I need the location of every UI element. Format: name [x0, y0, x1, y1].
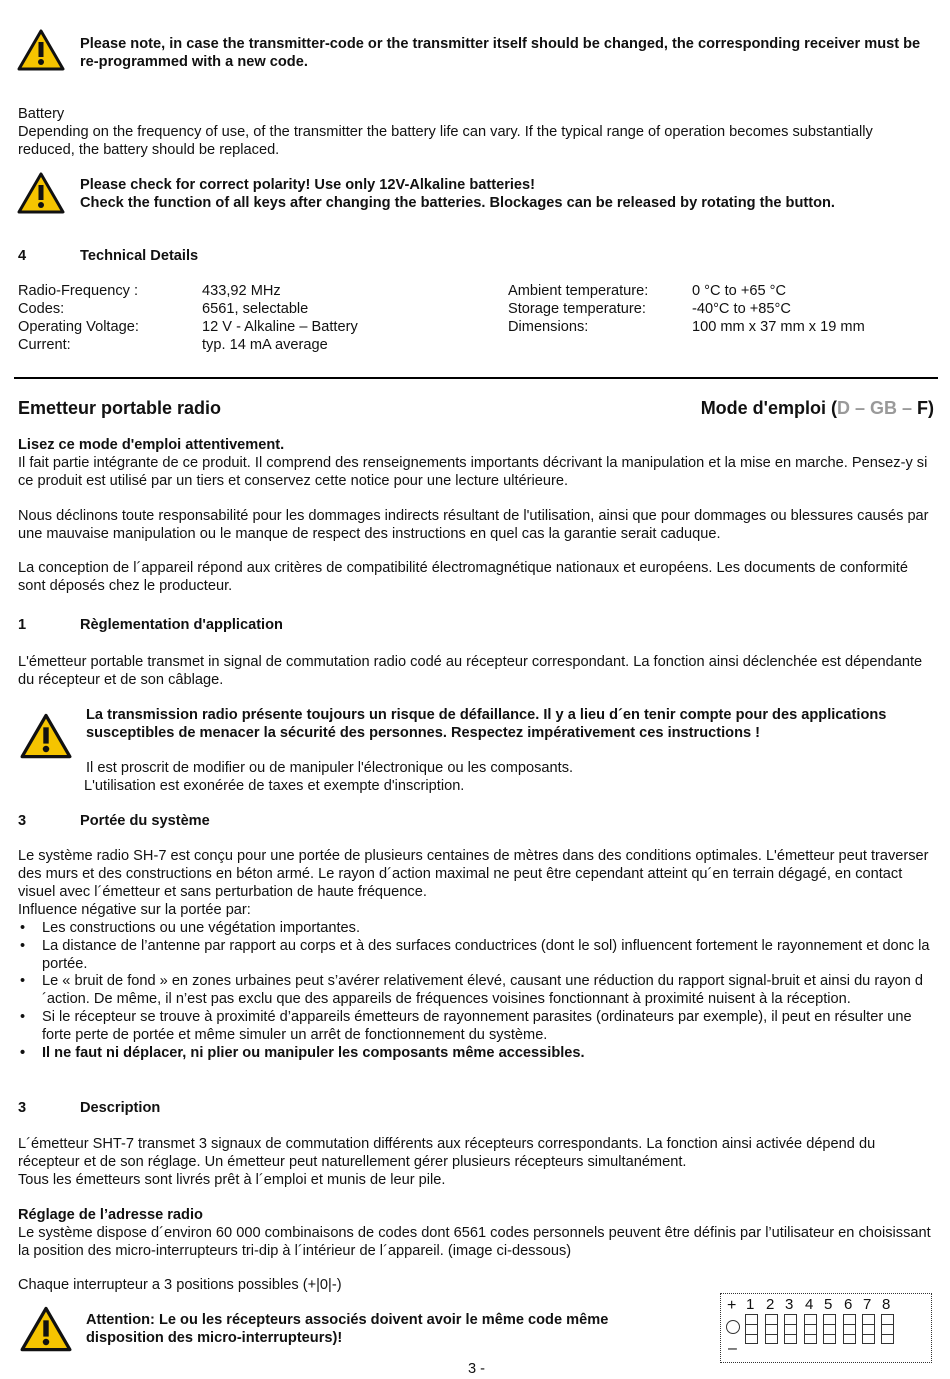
- dip-number: 5: [824, 1296, 833, 1313]
- warning-icon: [20, 713, 72, 759]
- mode-lang-d: D: [836, 398, 850, 418]
- tech-value: 6561, selectable: [202, 301, 309, 317]
- section-title-description: Description: [80, 1100, 161, 1116]
- section-number: 4: [18, 248, 27, 264]
- dip-switch: [881, 1314, 894, 1344]
- list-item-text: Le « bruit de fond » en zones urbaines peut s’avérer relativement élevé, causant une réduction du rapport signal-bruit et ainsi du rayon d´action. De même, il n’est pas exclu que des appareils de fréquences voisines fonctionnant à proximité nuisent à la réception.: [42, 973, 924, 1008]
- section-number: 1: [18, 617, 27, 633]
- page-number: 3 -: [468, 1361, 486, 1377]
- section-title-portee: Portée du système: [80, 813, 210, 829]
- dip-number: 1: [746, 1296, 755, 1313]
- tech-value: 433,92 MHz: [202, 283, 281, 299]
- dip-center-circle: [726, 1320, 740, 1334]
- warning-polarity: Please check for correct polarity! Use only 12V-Alkaline batteries!: [80, 177, 536, 193]
- tech-label: Codes:: [18, 301, 65, 317]
- bullet-icon: •: [20, 937, 26, 954]
- dip-number: 3: [785, 1296, 794, 1313]
- tech-value: -40°C to +85°C: [692, 301, 791, 317]
- tech-label: Dimensions:: [508, 319, 589, 335]
- warning-icon: [20, 1306, 72, 1352]
- section-number: 3: [18, 813, 27, 829]
- fr-intro: Il fait partie intégrante de ce produit. Il comprend des renseignements importants décrivant la manipulation et la mise en marche. Pensez-y si ce produit est utilisé par un tiers et conservez cette notice pour une lecture ultérieure.: [18, 455, 928, 489]
- warning-same-code: Attention: Le ou les récepteurs associés doivent avoir le même code même disposition des micro-interrupteurs)!: [86, 1312, 609, 1346]
- warning-radio-risk: La transmission radio présente toujours un risque de défaillance. Il y a lieu d´en tenir compte pour des applications susceptibles de menacer la sécurité des personnes. Respectez impérativement ces instructions !: [86, 707, 887, 741]
- dip-number: 8: [882, 1296, 891, 1313]
- list-item-text: Il ne faut ni déplacer, ni plier ou manipuler les composants même accessibles.: [42, 1044, 585, 1061]
- dip-switch: [823, 1314, 836, 1344]
- tech-label: Operating Voltage:: [18, 319, 139, 335]
- fr-positions: Chaque interrupteur a 3 positions possibles (+|0|-): [18, 1277, 342, 1293]
- mode-lang-f: F: [917, 398, 928, 418]
- list-item-text: Les constructions ou une végétation importantes.: [42, 920, 361, 936]
- fr-addr-heading: Réglage de l’adresse radio: [18, 1207, 203, 1223]
- dip-switch: [765, 1314, 778, 1344]
- fr-title: Emetteur portable radio: [18, 398, 222, 418]
- dip-number: 4: [805, 1296, 814, 1313]
- warning-icon: [17, 172, 65, 214]
- mode-suffix: ): [928, 398, 934, 418]
- mode-sep: –: [896, 398, 917, 418]
- bullet-icon: •: [20, 1044, 26, 1061]
- section-number: 3: [18, 1100, 27, 1116]
- section-divider: [14, 377, 938, 379]
- fr-addr-text: Le système dispose d´environ 60 000 combinaisons de codes dont 6561 codes personnels peuvent être définis par l’utilisateur en choisissant la position des micro-interrupteurs tri-dip à l´intérieur de l´appareil. (image ci-dessous): [18, 1225, 931, 1259]
- fr-s4-text1: L´émetteur SHT-7 transmet 3 signaux de commutation différents aux récepteurs correspondants. La fonction ainsi activée dépend du récepteur et de son réglage. Un émetteur peut naturellement gérer plusieurs récepteurs simultanément.: [18, 1136, 876, 1170]
- dip-minus-label: –: [728, 1340, 737, 1357]
- warning-transmitter-code: Please note, in case the transmitter-code or the transmitter itself should be changed, the corresponding receiver must be re-programmed with a new code.: [80, 36, 921, 70]
- bullet-icon: •: [20, 973, 26, 990]
- dip-number: 2: [766, 1296, 775, 1313]
- dip-switch: [804, 1314, 817, 1344]
- list-item-text: La distance de l’antenne par rapport au corps et à des surfaces conductrices (dont le sol) influencent fortement le rayonnement et donc la portée.: [42, 937, 930, 972]
- list-item-text: Si le récepteur se trouve à proximité d’appareils émetteurs de rayonnement parasites (ordinateurs par exemple), il peut en résulter une forte perte de portée et même simuler un arrêt de fonctionnement du système.: [42, 1008, 912, 1043]
- dip-switch: [745, 1314, 758, 1344]
- mode-prefix: Mode d'emploi (: [700, 398, 837, 418]
- tech-label: Ambient temperature:: [508, 283, 649, 299]
- battery-heading: Battery: [18, 106, 65, 122]
- fr-conformity: La conception de l´appareil répond aux critères de compatibilité électromagnétique nationaux et européens. Les documents de conformité sont déposés chez le producteur.: [18, 560, 908, 594]
- tech-label: Radio-Frequency :: [18, 283, 139, 299]
- dip-number: 6: [844, 1296, 853, 1313]
- tech-label: Storage temperature:: [508, 301, 646, 317]
- mode-lang-gb: GB: [869, 398, 897, 418]
- bullet-icon: •: [20, 1008, 26, 1025]
- bullet-icon: •: [20, 920, 26, 936]
- fr-warn3-line1: Il est proscrit de modifier ou de manipuler l'électronique ou les composants.: [86, 760, 574, 776]
- tech-value: 100 mm x 37 mm x 19 mm: [692, 319, 865, 335]
- fr-mode-title: [701, 397, 934, 419]
- fr-s3-text: Le système radio SH-7 est conçu pour une portée de plusieurs centaines de mètres dans des conditions optimales. L'émetteur peut traverser des murs et des constructions en béton armé. Le rayon d´action maximal ne peut être cependant atteint qu´en terrain dégagé, en contact visuel avec l´émetteur et sans perturbation de haute fréquence.: [18, 848, 929, 900]
- tech-value: 12 V - Alkaline – Battery: [202, 319, 358, 335]
- battery-text: Depending on the frequency of use, of the transmitter the battery life can vary. If the typical range of operation becomes substantially reduced, the battery should be replaced.: [18, 124, 873, 158]
- fr-liability: Nous déclinons toute responsabilité pour les dommages indirects résultant de l'utilisation, ainsi que pour dommages ou blessures causés par une mauvaise manipulation ou le manque de respect des instructions en quel cas la garantie serait caduque.: [18, 508, 929, 542]
- dip-switch: [784, 1314, 797, 1344]
- list-item: [18, 938, 933, 974]
- warning-check-keys: Check the function of all keys after changing the batteries. Blockages can be released by rotating the button.: [80, 195, 835, 211]
- list-item: [18, 1009, 933, 1045]
- dip-number: 7: [863, 1296, 872, 1313]
- tech-value: typ. 14 mA average: [202, 337, 328, 353]
- section-title-technical-details: Technical Details: [80, 248, 199, 264]
- fr-intro-bold: Lisez ce mode d'emploi attentivement.: [18, 437, 285, 453]
- warning-icon: [17, 29, 65, 71]
- list-item: [18, 1045, 933, 1063]
- dip-switch: [862, 1314, 875, 1344]
- fr-bullet-list: [18, 920, 933, 1062]
- fr-s4-text2: Tous les émetteurs sont livrés prêt à l´emploi et munis de leur pile.: [18, 1172, 446, 1188]
- section-title-reglementation: Règlementation d'application: [80, 617, 283, 633]
- list-item: [18, 920, 933, 938]
- tech-label: Current:: [18, 337, 71, 353]
- dip-plus-label: +: [727, 1297, 737, 1314]
- fr-s3-influence: Influence négative sur la portée par:: [18, 902, 251, 918]
- fr-s1-text: L'émetteur portable transmet in signal de commutation radio codé au récepteur correspondant. La fonction ainsi déclenchée est dépendante du récepteur et de son câblage.: [18, 654, 923, 688]
- dip-switch: [843, 1314, 856, 1344]
- mode-sep: –: [849, 398, 870, 418]
- tech-value: 0 °C to +65 °C: [692, 283, 787, 299]
- list-item: [18, 973, 933, 1009]
- fr-warn3-line2: L'utilisation est exonérée de taxes et exempte d'inscription.: [84, 778, 465, 794]
